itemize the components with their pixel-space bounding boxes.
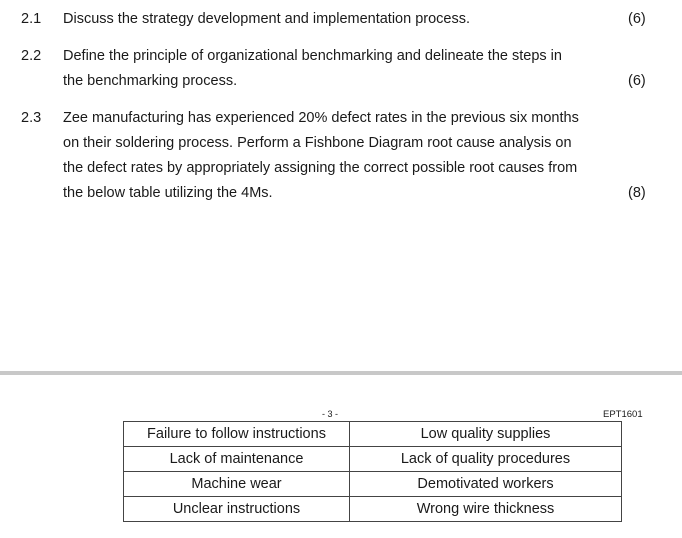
table-cell: Lack of quality procedures [350,447,622,472]
page-break-divider [0,371,682,375]
question-text [63,7,588,32]
table-row [124,422,622,447]
page-number: - 3 - [322,409,339,419]
table-cell: Wrong wire thickness [350,497,622,522]
table-cell: Unclear instructions [124,497,350,522]
question-line: the defect rates by appropriately assigning the correct possible root causes from [63,160,578,176]
question-line: the benchmarking process. [63,73,238,89]
table-row [124,447,622,472]
question-number: 2.2 [21,48,42,64]
root-causes-table [123,421,622,522]
question-number: 2.1 [21,11,42,27]
table-row [124,472,622,497]
table-cell: Demotivated workers [350,472,622,497]
table-cell: Low quality supplies [350,422,622,447]
question-line: the below table utilizing the 4Ms. [63,185,273,201]
question-number: 2.3 [21,110,42,126]
question-text [63,44,588,94]
question-marks: (6) [628,11,646,27]
question-marks: (6) [628,73,646,89]
question-line: Define the principle of organizational benchmarking and delineate the steps in [63,48,562,64]
table-row [124,497,622,522]
question-line: Zee manufacturing has experienced 20% defect rates in the previous six months [63,110,579,126]
question-line: on their soldering process. Perform a Fishbone Diagram root cause analysis on [63,135,572,151]
document-code: EPT1601 [603,409,643,420]
table-cell: Failure to follow instructions [124,422,350,447]
question-line: Discuss the strategy development and implementation process. [63,11,471,27]
table-cell: Lack of maintenance [124,447,350,472]
question-marks: (8) [628,185,646,201]
question-text [63,106,588,206]
table-cell: Machine wear [124,472,350,497]
